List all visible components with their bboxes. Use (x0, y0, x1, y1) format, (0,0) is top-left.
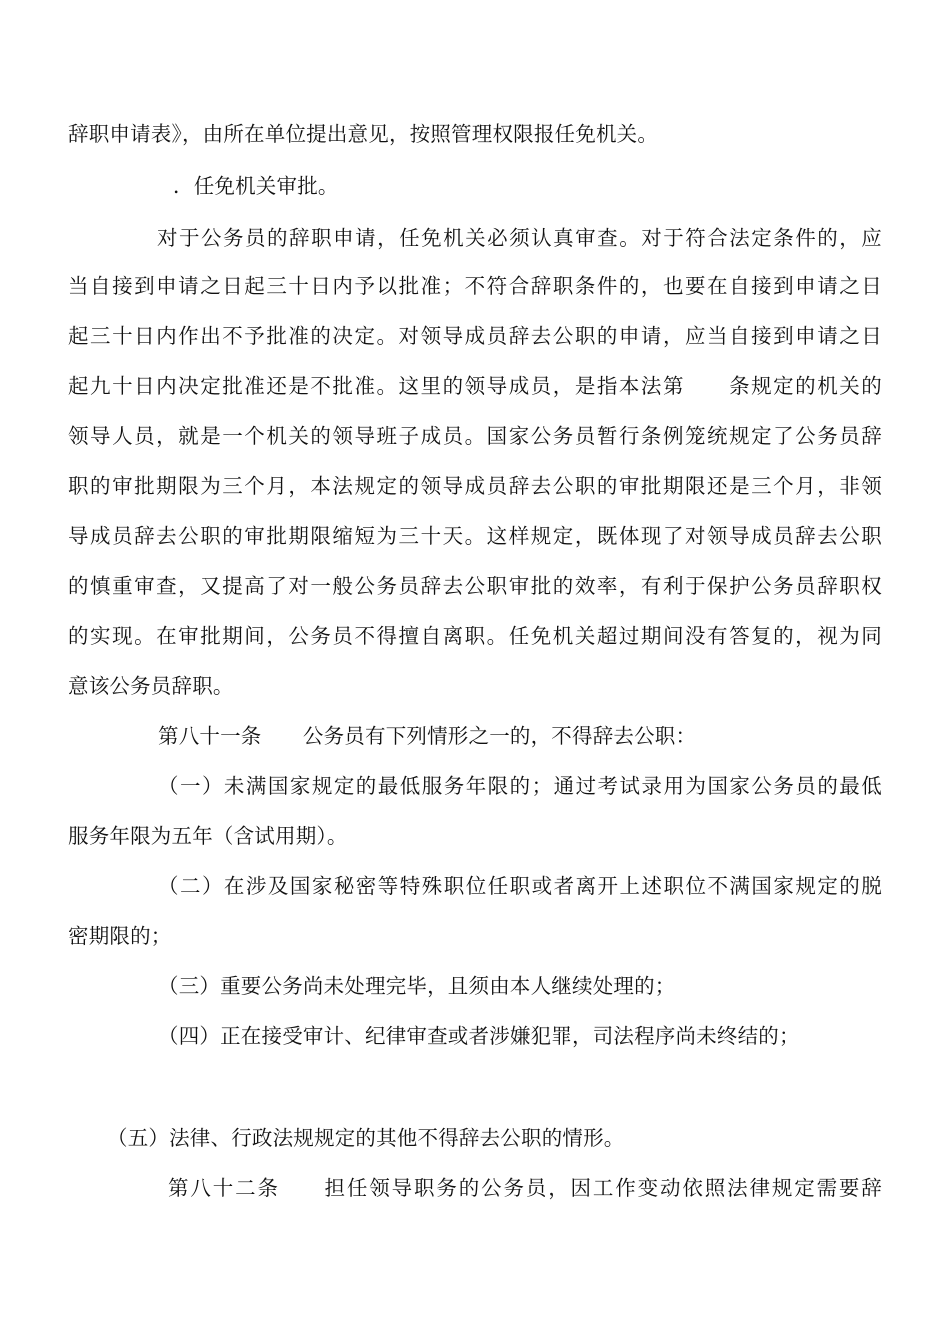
paragraph-line: 导成员辞去公职的审批期限缩短为三十天。这样规定，既体现了对领导成员辞去公职 (68, 524, 882, 548)
list-item: （一）未满国家规定的最低服务年限的；通过考试录用为国家公务员的最低 (158, 774, 882, 798)
paragraph-line: 起三十日内作出不予批准的决定。对领导成员辞去公职的申请，应当自接到申请之日 (68, 324, 882, 348)
paragraph-line: 对于公务员的辞职申请，任免机关必须认真审查。对于符合法定条件的，应 (157, 226, 882, 250)
paragraph-line: 领导人员，就是一个机关的领导班子成员。国家公务员暂行条例笼统规定了公务员辞 (68, 424, 882, 448)
list-item-continuation: 密期限的； (68, 924, 172, 948)
paragraph-line: 当自接到申请之日起三十日内予以批准；不符合辞职条件的，也要在自接到申请之日 (68, 274, 882, 298)
list-item: （五）法律、行政法规规定的其他不得辞去公职的情形。 (107, 1126, 625, 1150)
paragraph-line: 辞职申请表》，由所在单位提出意见，按照管理权限报任免机关。 (68, 122, 659, 146)
paragraph-line: 意该公务员辞职。 (68, 674, 234, 698)
paragraph-line: 起九十日内决定批准还是不批准。这里的领导成员，是指本法第 条规定的机关的 (68, 374, 882, 398)
paragraph-line: 的实现。在审批期间，公务员不得擅自离职。任免机关超过期间没有答复的，视为同 (68, 624, 882, 648)
list-item: （三）重要公务尚未处理完毕，且须由本人继续处理的； (158, 974, 676, 998)
list-item: （二）在涉及国家秘密等特殊职位任职或者离开上述职位不满国家规定的脱 (158, 874, 882, 898)
article-82-heading: 第八十二条 担任领导职务的公务员，因工作变动依照法律规定需要辞 (168, 1176, 882, 1200)
section-heading: ．任免机关审批。 (173, 174, 339, 198)
paragraph-line: 职的审批期限为三个月，本法规定的领导成员辞去公职的审批期限还是三个月，非领 (68, 474, 882, 498)
list-item: （四）正在接受审计、纪律审查或者涉嫌犯罪，司法程序尚未终结的； (158, 1024, 800, 1048)
list-item-continuation: 服务年限为五年（含试用期）。 (68, 824, 348, 848)
paragraph-line: 的慎重审查，又提高了对一般公务员辞去公职审批的效率，有利于保护公务员辞职权 (68, 574, 882, 598)
article-81-heading: 第八十一条 公务员有下列情形之一的，不得辞去公职： (158, 724, 697, 748)
